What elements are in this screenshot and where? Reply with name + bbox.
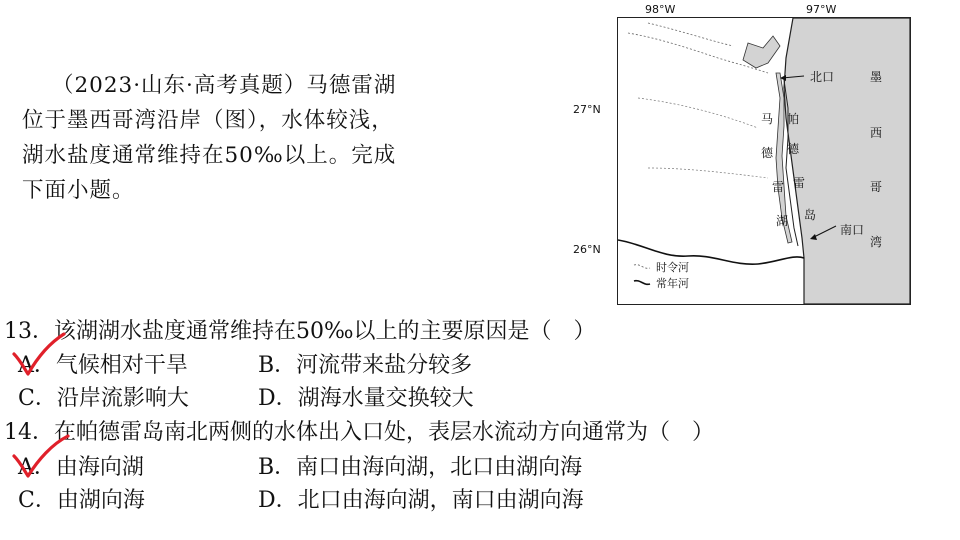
q13-check-mark-icon (10, 332, 66, 378)
lake-char-4: 湖 (776, 214, 789, 228)
lon-97-label: 97°W (806, 3, 837, 16)
q13-number: 13． (4, 319, 54, 344)
gulf-char-4: 湾 (870, 235, 883, 249)
legend-perennial-symbol (634, 281, 650, 285)
q14-check-mark-icon (10, 434, 70, 480)
gulf-of-mexico-sea (784, 18, 910, 304)
perennial-river-rio-grande (618, 240, 804, 264)
south-inlet-label: 南口 (840, 223, 865, 237)
lake-char-2: 德 (761, 146, 774, 160)
q13-option-b[interactable]: B．河流带来盐分较多 (258, 353, 473, 378)
q13-stem (4, 314, 596, 345)
intro-paragraph (22, 68, 492, 208)
legend-seasonal-label: 时令河 (656, 261, 689, 274)
seasonal-river-3 (638, 98, 758, 128)
legend-perennial-label: 常年河 (656, 277, 689, 290)
lat-27-label: 27°N (573, 103, 601, 116)
q14-stem-text: 在帕德雷岛南北两侧的水体出入口处，表层水流动方向通常为（ ） (54, 420, 715, 445)
gulf-char-1: 墨 (870, 70, 883, 84)
gulf-char-2: 西 (870, 126, 883, 140)
lon-98-label-top: 98°W (645, 3, 676, 16)
q13-option-d[interactable]: D．湖海水量交换较大 (258, 386, 474, 411)
intro-line-4: 下面小题。 (22, 178, 135, 203)
q13-stem-text: 该湖湖水盐度通常维持在50‰以上的主要原因是（ ） (54, 319, 596, 344)
q14-option-c[interactable]: C．由湖向海 (18, 488, 145, 513)
seasonal-river-2 (648, 23, 733, 46)
q14-stem (4, 415, 714, 446)
q14-options-row1 (18, 450, 582, 481)
q13-options-row2 (18, 381, 474, 412)
lake-char-3: 雷 (772, 180, 785, 194)
q13-options-row1 (18, 348, 472, 379)
lake-char-1: 马 (761, 112, 774, 126)
north-inlet-label: 北口 (810, 70, 835, 84)
island-char-2: 德 (787, 142, 800, 156)
q14-option-b[interactable]: B．南口由海向湖，北口由湖向海 (258, 455, 583, 480)
island-char-4: 岛 (804, 208, 817, 222)
gulf-char-3: 哥 (870, 180, 883, 194)
q14-option-d[interactable]: D．北口由海向湖，南口由湖向海 (258, 488, 584, 513)
island-char-1: 帕 (787, 112, 800, 126)
lat-26-label: 26°N (573, 243, 601, 256)
island-char-3: 雷 (793, 176, 806, 190)
seasonal-river-4 (648, 168, 768, 178)
intro-line-3: 湖水盐度通常维持在50‰以上。完成 (22, 143, 397, 168)
q14-options-row2 (18, 483, 584, 514)
intro-line-1: （2023·山东·高考真题）马德雷湖 (52, 73, 397, 98)
legend-seasonal-symbol (634, 265, 650, 269)
corpus-christi-bay (743, 36, 780, 68)
q14-option-a[interactable]: A．由海向湖 (18, 455, 144, 480)
intro-line-2: 位于墨西哥湾沿岸（图），水体较浅， (22, 108, 394, 133)
q13-option-c[interactable]: C．沿岸流影响大 (18, 386, 189, 411)
q14-number: 14． (4, 420, 54, 445)
q13-option-a[interactable]: A．气候相对干旱 (18, 353, 188, 378)
map-figure (617, 17, 911, 305)
